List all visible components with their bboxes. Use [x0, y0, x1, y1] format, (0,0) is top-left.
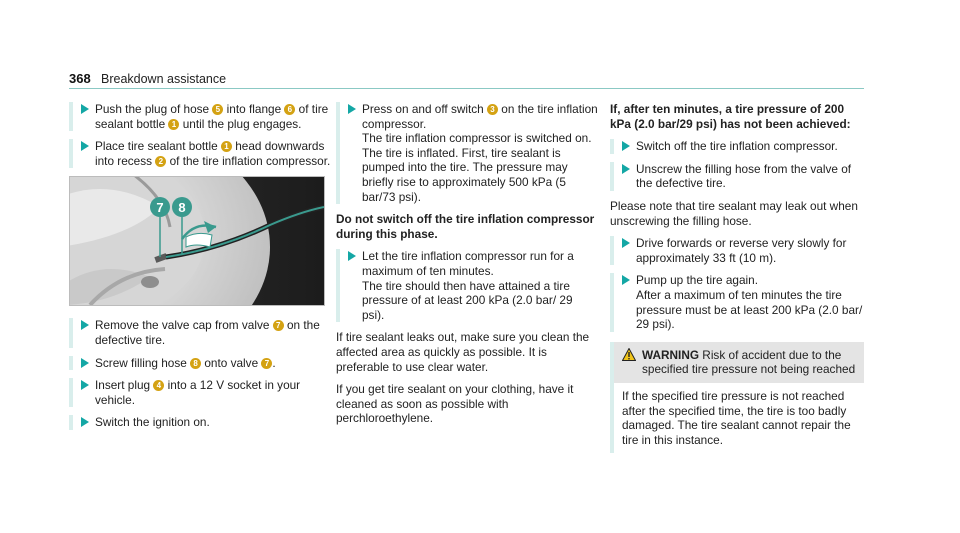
arrow-bullet-icon — [81, 320, 89, 330]
step-screw-hose — [69, 356, 331, 371]
paragraph-clothing: If you get tire sealant on your clothing, have it cleaned as soon as possible with perchloroethylene. — [336, 382, 574, 426]
number-badge: 5 — [212, 104, 223, 115]
step-push-plug — [69, 102, 331, 131]
step-run-compressor — [336, 249, 598, 322]
column-1 — [69, 102, 331, 438]
column-3 — [610, 102, 866, 453]
step-text: Place tire sealant bottle — [95, 139, 221, 154]
arrow-bullet-icon — [622, 238, 630, 248]
step-text: onto valve — [201, 355, 262, 370]
column-2 — [336, 102, 598, 434]
step-text: Drive forwards or reverse very slowly for approximately 33 ft (10 m). — [636, 236, 847, 265]
paragraph-leaks: If tire sealant leaks out, make sure you clean the affected area as quickly as possible. It is preferable to use clear water. — [336, 330, 590, 374]
step-result: The tire inflation compressor is switched on. The tire is inflated. First, tire sealant is pumped into the tire. The pressure may briefly rise to approximately 500 kPa (5 bar/73 psi). — [362, 131, 592, 204]
step-text: of tire sealant bottle — [95, 102, 329, 131]
arrow-bullet-icon — [81, 141, 89, 151]
number-badge: 3 — [487, 104, 498, 115]
step-pump-again — [610, 273, 866, 331]
number-badge: 8 — [190, 358, 201, 369]
step-text: Pump up the tire again. — [636, 273, 758, 288]
arrow-bullet-icon — [81, 104, 89, 114]
step-text: into flange — [223, 102, 285, 116]
page-number: 368 — [69, 71, 91, 86]
caution-heading: Do not switch off the tire inflation compressor during this phase. — [336, 212, 595, 241]
step-text: Switch off the tire inflation compressor. — [636, 139, 838, 154]
step-text: on the defective tire. — [95, 318, 320, 347]
number-badge: 1 — [221, 141, 232, 152]
number-badge: 7 — [273, 320, 284, 331]
step-unscrew-hose — [610, 162, 866, 191]
warning-body: If the specified tire pressure is not reached after the specified time, the tire is too badly damaged. The tire sealant cannot repair the tire in this instance. — [622, 388, 851, 447]
step-text: on the tire inflation compressor. — [362, 102, 598, 131]
tire-valve-figure — [69, 176, 325, 306]
step-text: until the plug engages. — [179, 116, 302, 131]
condition-heading: If, after ten minutes, a tire pressure of 200 kPa (2.0 bar/29 psi) has not been achieved: — [610, 102, 851, 131]
number-badge: 7 — [261, 358, 272, 369]
paragraph-note: Please note that tire sealant may leak out when unscrewing the filling hose. — [610, 198, 858, 228]
step-text: Push the plug of hose — [95, 102, 213, 116]
number-badge: 2 — [155, 156, 166, 167]
step-remove-cap — [69, 318, 331, 347]
step-insert-plug — [69, 378, 331, 407]
warning-subtitle: Risk of accident due to the specified tire pressure not being reached — [642, 347, 856, 377]
warning-title: WARNING — [642, 347, 700, 362]
number-badge: 1 — [168, 119, 179, 130]
step-ignition — [69, 415, 331, 430]
header-rule — [69, 88, 864, 89]
step-text: Let the tire inflation compressor run for a maximum of ten minutes. — [362, 249, 574, 278]
step-text: of the tire inflation compressor. — [166, 153, 331, 168]
arrow-bullet-icon — [622, 164, 630, 174]
step-text: Screw filling hose — [95, 355, 191, 370]
step-text: into a 12 V socket in your vehicle. — [95, 378, 301, 407]
arrow-bullet-icon — [348, 251, 356, 261]
tire-illustration — [70, 177, 324, 305]
step-text: . — [272, 355, 276, 370]
step-drive — [610, 236, 866, 265]
arrow-bullet-icon — [348, 104, 356, 114]
callout-8-label: 8 — [178, 200, 186, 216]
step-text: Press on and off switch — [362, 102, 488, 116]
step-press-switch — [336, 102, 598, 204]
step-result: After a maximum of ten minutes the tire pressure must be at least 200 kPa (2.0 bar/ 29 psi). — [636, 287, 863, 332]
step-text: head downwards into recess — [95, 139, 325, 168]
arrow-bullet-icon — [81, 358, 89, 368]
warning-header — [614, 342, 864, 383]
section-title: Breakdown assistance — [101, 72, 227, 86]
step-text: Insert plug — [95, 378, 154, 393]
step-text: Remove the valve cap from valve — [95, 318, 273, 333]
arrow-bullet-icon — [622, 275, 630, 285]
number-badge: 6 — [284, 104, 295, 115]
warning-triangle-icon — [622, 348, 636, 365]
warning-box — [610, 342, 864, 454]
arrow-bullet-icon — [622, 141, 630, 151]
callout-7-label: 7 — [156, 200, 164, 216]
step-text: Unscrew the filling hose from the valve of the defective tire. — [636, 161, 852, 191]
step-result: The tire should then have attained a tire pressure of at least 200 kPa (2.0 bar/ 29 psi). — [362, 278, 573, 322]
arrow-bullet-icon — [81, 417, 89, 427]
number-badge: 4 — [153, 380, 164, 391]
step-switch-off — [610, 139, 866, 154]
step-place-bottle — [69, 139, 331, 168]
step-text: Switch the ignition on. — [95, 415, 210, 430]
arrow-bullet-icon — [81, 380, 89, 390]
